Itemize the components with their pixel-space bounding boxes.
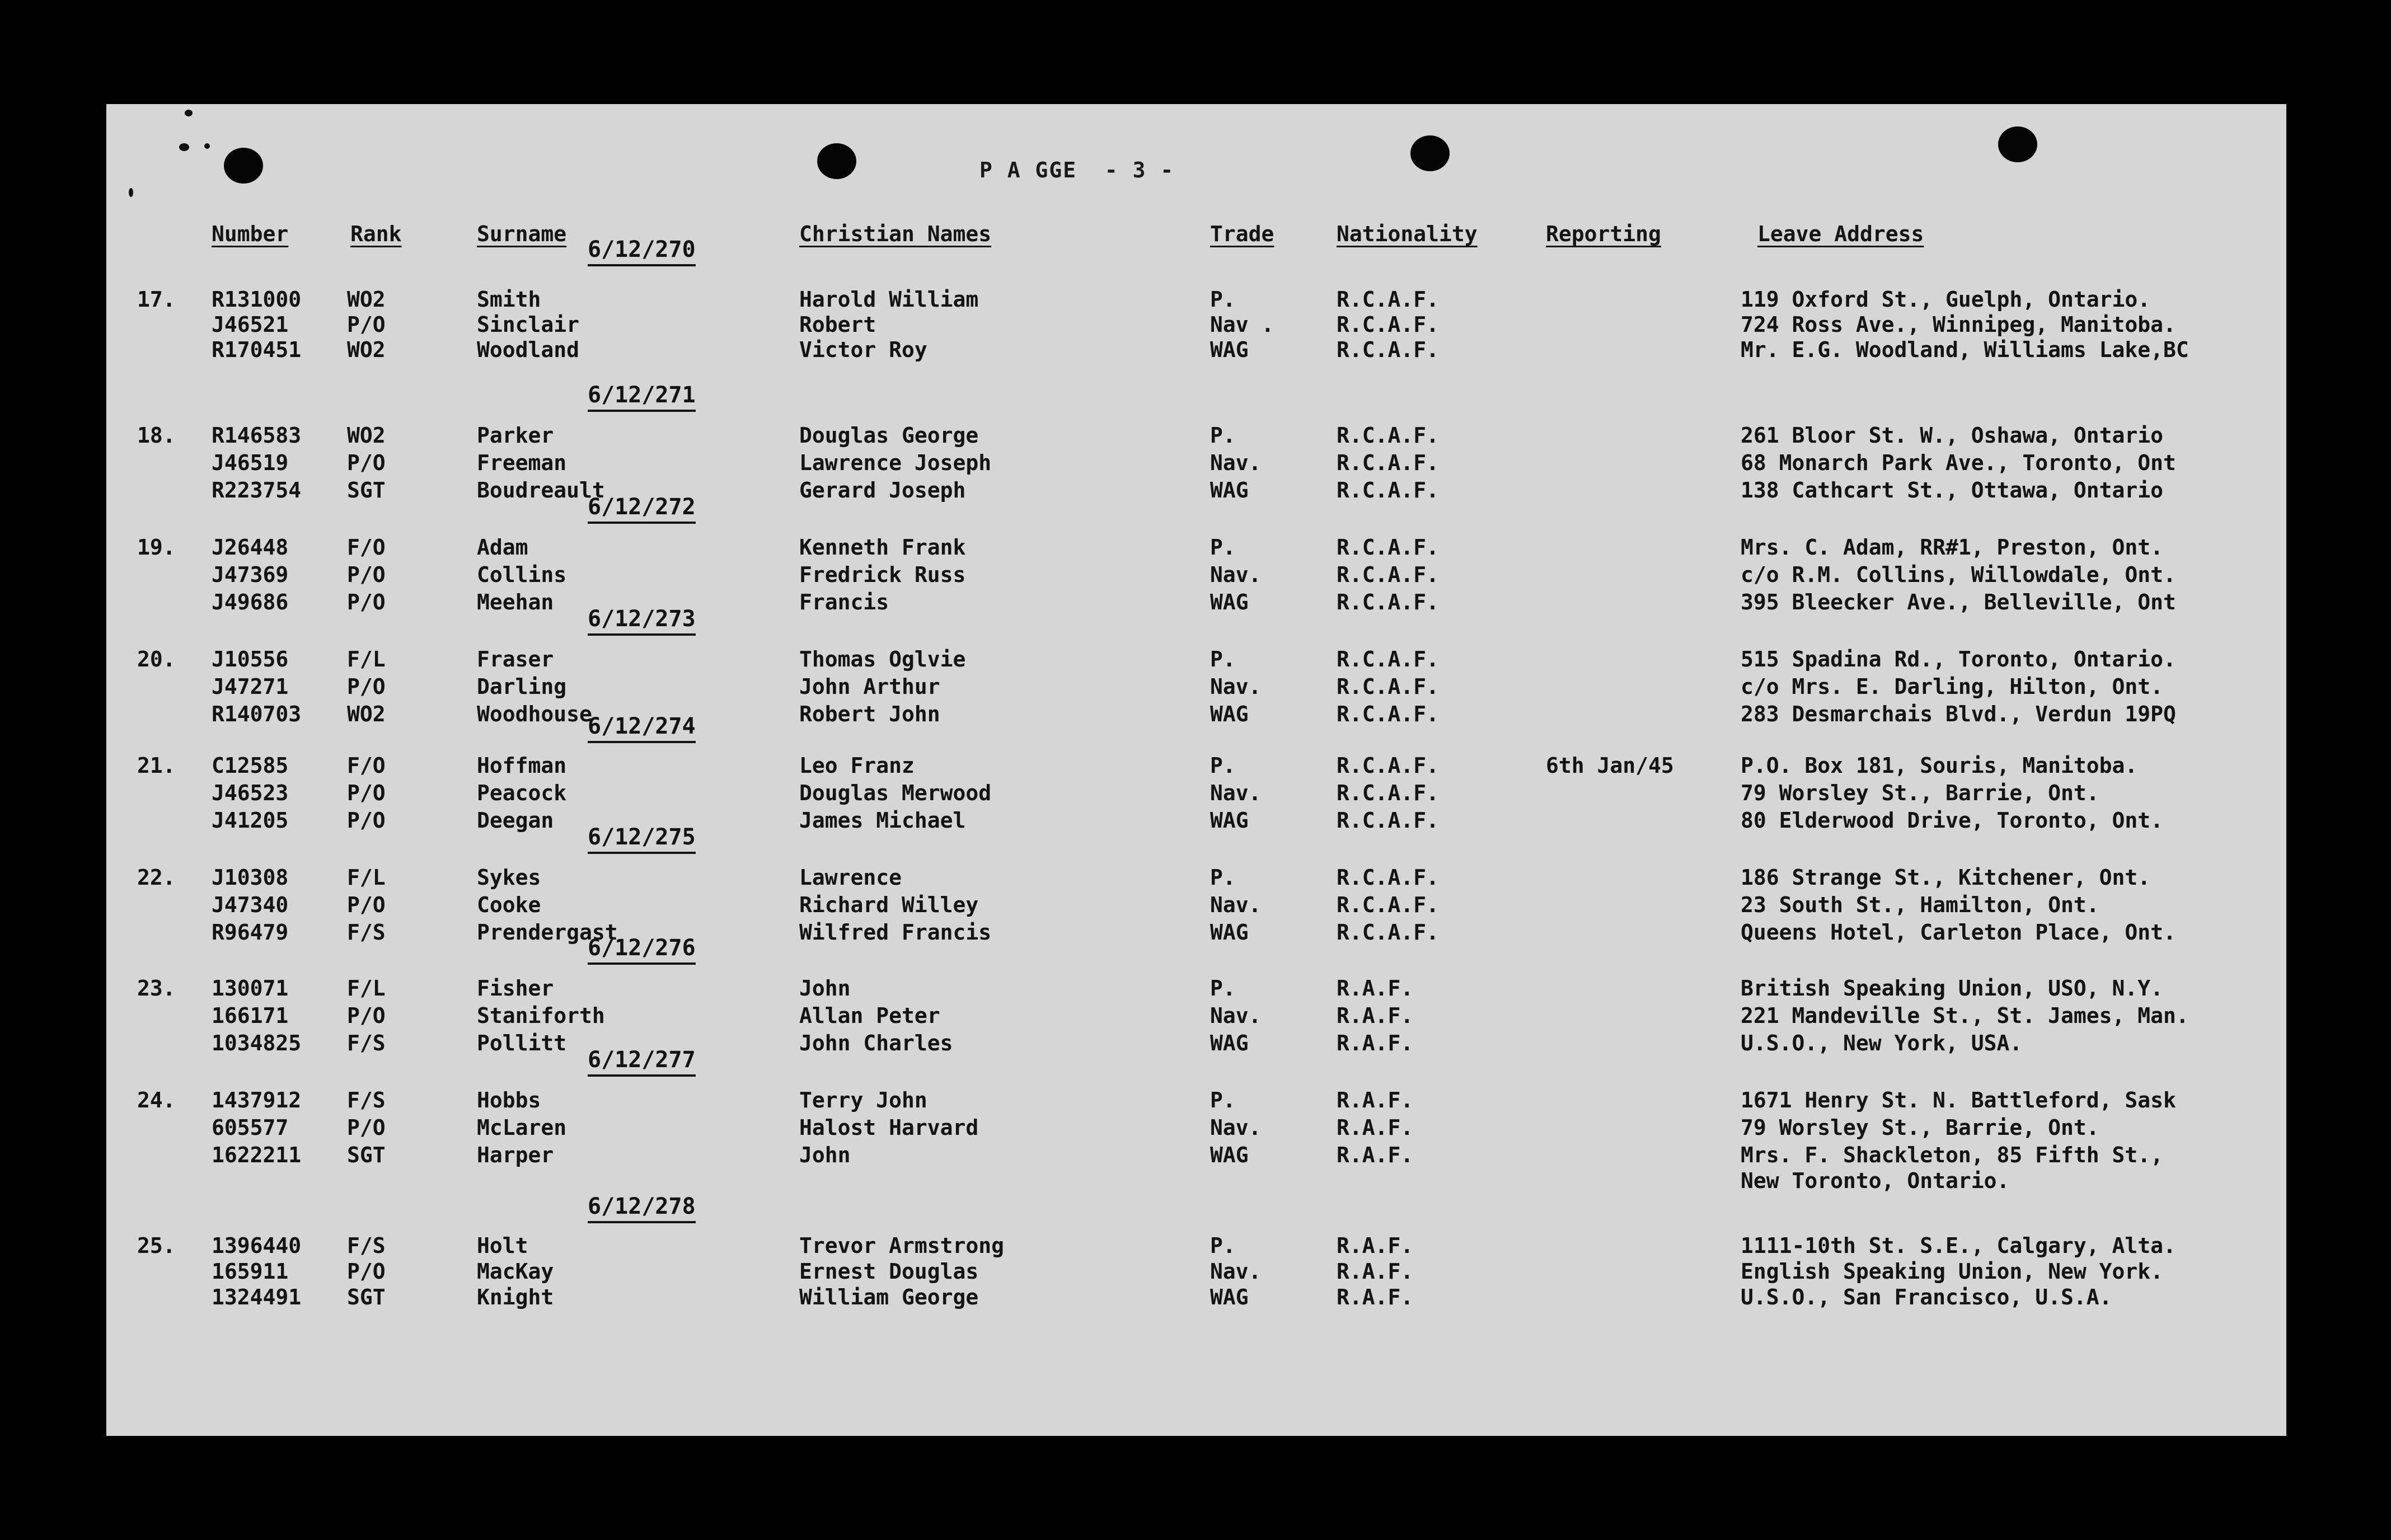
- nationality: R.C.A.F.: [1337, 647, 1440, 672]
- leave-address-line: c/o Mrs. E. Darling, Hilton, Ont.: [1741, 674, 2163, 699]
- leave-address-line: New Toronto, Ontario.: [1741, 1168, 2010, 1193]
- christian-names: Francis: [799, 590, 889, 614]
- nationality: R.A.F.: [1337, 976, 1414, 1001]
- trade: WAG: [1210, 702, 1249, 726]
- service-number: J26448: [212, 535, 289, 560]
- service-number: J46519: [212, 450, 289, 475]
- crew-reference: 6/12/272: [588, 496, 696, 524]
- nationality: R.C.A.F.: [1337, 920, 1440, 945]
- christian-names: Robert: [799, 312, 876, 337]
- crew-sequence-number: 25.: [137, 1233, 176, 1258]
- surname: Pollitt: [477, 1031, 567, 1055]
- service-number: J47271: [212, 674, 289, 699]
- rank: P/O: [347, 590, 386, 614]
- surname: Deegan: [477, 808, 554, 833]
- christian-names: John Charles: [799, 1031, 953, 1055]
- surname: Staniforth: [477, 1003, 605, 1028]
- service-number: R131000: [212, 287, 302, 312]
- trade: Nav.: [1210, 1115, 1262, 1140]
- surname: Fisher: [477, 976, 554, 1001]
- service-number: R146583: [212, 423, 302, 448]
- crew-reference: 6/12/275: [588, 826, 696, 854]
- nationality: R.A.F.: [1337, 1115, 1414, 1140]
- leave-address-line: English Speaking Union, New York.: [1741, 1259, 2163, 1284]
- service-number: 1034825: [212, 1031, 302, 1055]
- trade: WAG: [1210, 590, 1249, 614]
- header-leave-address: Leave Address: [1757, 222, 1924, 246]
- service-number: 130071: [212, 976, 289, 1001]
- leave-address-line: 79 Worsley St., Barrie, Ont.: [1741, 781, 2099, 805]
- nationality: R.A.F.: [1337, 1259, 1414, 1284]
- document-page: [106, 104, 2286, 1436]
- leave-address-line: 283 Desmarchais Blvd., Verdun 19PQ: [1741, 702, 2176, 726]
- surname: MacKay: [477, 1259, 554, 1284]
- trade: WAG: [1210, 337, 1249, 362]
- christian-names: Lawrence Joseph: [799, 450, 992, 475]
- nationality: R.C.A.F.: [1337, 337, 1440, 362]
- trade: Nav.: [1210, 562, 1262, 587]
- surname: Sykes: [477, 865, 541, 890]
- nationality: R.C.A.F.: [1337, 590, 1440, 614]
- surname: Sinclair: [477, 312, 580, 337]
- rank: P/O: [347, 674, 386, 699]
- service-number: C12585: [212, 753, 289, 778]
- leave-address-line: Queens Hotel, Carleton Place, Ont.: [1741, 920, 2176, 945]
- service-number: J10308: [212, 865, 289, 890]
- nationality: R.C.A.F.: [1337, 562, 1440, 587]
- surname: Woodhouse: [477, 702, 592, 726]
- surname: Woodland: [477, 337, 580, 362]
- surname: Collins: [477, 562, 567, 587]
- trade: Nav.: [1210, 1003, 1262, 1028]
- christian-names: Fredrick Russ: [799, 562, 966, 587]
- ink-speck: [129, 188, 133, 197]
- nationality: R.C.A.F.: [1337, 674, 1440, 699]
- leave-address-line: Mr. E.G. Woodland, Williams Lake,BC: [1741, 337, 2189, 362]
- trade: P.: [1210, 287, 1236, 312]
- header-number: Number: [212, 222, 289, 246]
- rank: P/O: [347, 1115, 386, 1140]
- rank: F/L: [347, 865, 386, 890]
- trade: WAG: [1210, 1143, 1249, 1167]
- trade: P.: [1210, 865, 1236, 890]
- christian-names: Halost Harvard: [799, 1115, 979, 1140]
- surname: Knight: [477, 1285, 554, 1309]
- surname: Cooke: [477, 893, 541, 917]
- leave-address-line: c/o R.M. Collins, Willowdale, Ont.: [1741, 562, 2176, 587]
- rank: F/L: [347, 647, 386, 672]
- service-number: J41205: [212, 808, 289, 833]
- christian-names: James Michael: [799, 808, 966, 833]
- header-christian-names: Christian Names: [799, 222, 992, 246]
- christian-names: Douglas Merwood: [799, 781, 992, 805]
- rank: F/O: [347, 753, 386, 778]
- nationality: R.C.A.F.: [1337, 781, 1440, 805]
- christian-names: Trevor Armstrong: [799, 1233, 1005, 1258]
- nationality: R.C.A.F.: [1337, 478, 1440, 503]
- service-number: J10556: [212, 647, 289, 672]
- crew-sequence-number: 24.: [137, 1088, 176, 1112]
- surname: Boudreault: [477, 478, 605, 503]
- nationality: R.C.A.F.: [1337, 753, 1440, 778]
- rank: SGT: [347, 1143, 386, 1167]
- service-number: R140703: [212, 702, 302, 726]
- header-rank: Rank: [350, 222, 402, 246]
- service-number: 1622211: [212, 1143, 302, 1167]
- nationality: R.C.A.F.: [1337, 865, 1440, 890]
- crew-sequence-number: 20.: [137, 647, 176, 672]
- surname: Peacock: [477, 781, 567, 805]
- leave-address-line: 395 Bleecker Ave., Belleville, Ont: [1741, 590, 2176, 614]
- crew-reference: 6/12/270: [588, 238, 696, 266]
- service-number: 605577: [212, 1115, 289, 1140]
- rank: F/S: [347, 1088, 386, 1112]
- surname: Hoffman: [477, 753, 567, 778]
- service-number: 165911: [212, 1259, 289, 1284]
- christian-names: Ernest Douglas: [799, 1259, 979, 1284]
- header-trade: Trade: [1210, 222, 1274, 246]
- punch-hole: [224, 148, 263, 184]
- rank: F/L: [347, 976, 386, 1001]
- leave-address-line: British Speaking Union, USO, N.Y.: [1741, 976, 2163, 1001]
- rank: P/O: [347, 450, 386, 475]
- crew-reference: 6/12/274: [588, 715, 696, 743]
- trade: Nav.: [1210, 781, 1262, 805]
- nationality: R.C.A.F.: [1337, 702, 1440, 726]
- rank: F/O: [347, 535, 386, 560]
- crew-reference: 6/12/278: [588, 1195, 696, 1223]
- crew-reference: 6/12/273: [588, 608, 696, 636]
- trade: P.: [1210, 535, 1236, 560]
- rank: SGT: [347, 478, 386, 503]
- crew-sequence-number: 17.: [137, 287, 176, 312]
- nationality: R.A.F.: [1337, 1003, 1414, 1028]
- crew-sequence-number: 21.: [137, 753, 176, 778]
- nationality: R.A.F.: [1337, 1031, 1414, 1055]
- punch-hole: [1998, 126, 2037, 162]
- leave-address-line: Mrs. F. Shackleton, 85 Fifth St.,: [1741, 1143, 2163, 1167]
- rank: F/S: [347, 920, 386, 945]
- surname: Freeman: [477, 450, 567, 475]
- service-number: 1396440: [212, 1233, 302, 1258]
- surname: Adam: [477, 535, 528, 560]
- rank: P/O: [347, 562, 386, 587]
- crew-sequence-number: 19.: [137, 535, 176, 560]
- christian-names: Wilfred Francis: [799, 920, 992, 945]
- nationality: R.C.A.F.: [1337, 450, 1440, 475]
- leave-address-line: P.O. Box 181, Souris, Manitoba.: [1741, 753, 2138, 778]
- trade: Nav.: [1210, 674, 1262, 699]
- christian-names: Allan Peter: [799, 1003, 940, 1028]
- trade: WAG: [1210, 1285, 1249, 1309]
- christian-names: John: [799, 976, 851, 1001]
- rank: P/O: [347, 808, 386, 833]
- ink-speck: [185, 110, 193, 116]
- punch-hole: [817, 143, 856, 179]
- trade: P.: [1210, 423, 1236, 448]
- christian-names: Victor Roy: [799, 337, 927, 362]
- leave-address-line: 138 Cathcart St., Ottawa, Ontario: [1741, 478, 2163, 503]
- trade: P.: [1210, 976, 1236, 1001]
- surname: Holt: [477, 1233, 528, 1258]
- rank: SGT: [347, 1285, 386, 1309]
- nationality: R.A.F.: [1337, 1285, 1414, 1309]
- reporting-date: 6th Jan/45: [1546, 753, 1674, 778]
- trade: P.: [1210, 753, 1236, 778]
- christian-names: John Arthur: [799, 674, 940, 699]
- service-number: J47340: [212, 893, 289, 917]
- christian-names: Robert John: [799, 702, 940, 726]
- punch-hole: [1410, 135, 1450, 171]
- rank: WO2: [347, 702, 386, 726]
- surname: Prendergast: [477, 920, 618, 945]
- trade: P.: [1210, 647, 1236, 672]
- rank: WO2: [347, 337, 386, 362]
- crew-sequence-number: 23.: [137, 976, 176, 1001]
- trade: WAG: [1210, 920, 1249, 945]
- nationality: R.C.A.F.: [1337, 423, 1440, 448]
- service-number: J49686: [212, 590, 289, 614]
- trade: Nav.: [1210, 450, 1262, 475]
- rank: F/S: [347, 1233, 386, 1258]
- leave-address-line: 186 Strange St., Kitchener, Ont.: [1741, 865, 2151, 890]
- leave-address-line: 68 Monarch Park Ave., Toronto, Ont: [1741, 450, 2176, 475]
- trade: Nav.: [1210, 893, 1262, 917]
- christian-names: Thomas Oglvie: [799, 647, 966, 672]
- surname: McLaren: [477, 1115, 567, 1140]
- leave-address-line: 119 Oxford St., Guelph, Ontario.: [1741, 287, 2151, 312]
- surname: Darling: [477, 674, 567, 699]
- service-number: R96479: [212, 920, 289, 945]
- service-number: R170451: [212, 337, 302, 362]
- christian-names: Kenneth Frank: [799, 535, 966, 560]
- nationality: R.C.A.F.: [1337, 808, 1440, 833]
- crew-reference: 6/12/277: [588, 1049, 696, 1077]
- surname: Smith: [477, 287, 541, 312]
- rank: WO2: [347, 423, 386, 448]
- nationality: R.C.A.F.: [1337, 893, 1440, 917]
- rank: F/S: [347, 1031, 386, 1055]
- nationality: R.C.A.F.: [1337, 312, 1440, 337]
- crew-sequence-number: 22.: [137, 865, 176, 890]
- crew-reference: 6/12/276: [588, 937, 696, 965]
- christian-names: William George: [799, 1285, 979, 1309]
- leave-address-line: Mrs. C. Adam, RR#1, Preston, Ont.: [1741, 535, 2163, 560]
- christian-names: Lawrence: [799, 865, 902, 890]
- header-reporting: Reporting: [1546, 222, 1661, 246]
- service-number: 166171: [212, 1003, 289, 1028]
- page-title: P A GGE - 3 -: [979, 158, 1175, 182]
- leave-address-line: 221 Mandeville St., St. James, Man.: [1741, 1003, 2189, 1028]
- service-number: R223754: [212, 478, 302, 503]
- rank: P/O: [347, 1259, 386, 1284]
- service-number: 1324491: [212, 1285, 302, 1309]
- service-number: J47369: [212, 562, 289, 587]
- surname: Fraser: [477, 647, 554, 672]
- christian-names: John: [799, 1143, 851, 1167]
- service-number: J46523: [212, 781, 289, 805]
- trade: Nav .: [1210, 312, 1274, 337]
- christian-names: Terry John: [799, 1088, 927, 1112]
- christian-names: Harold William: [799, 287, 979, 312]
- surname: Parker: [477, 423, 554, 448]
- rank: P/O: [347, 781, 386, 805]
- nationality: R.A.F.: [1337, 1088, 1414, 1112]
- christian-names: Gerard Joseph: [799, 478, 966, 503]
- christian-names: Richard Willey: [799, 893, 979, 917]
- leave-address-line: U.S.O., San Francisco, U.S.A.: [1741, 1285, 2112, 1309]
- leave-address-line: 79 Worsley St., Barrie, Ont.: [1741, 1115, 2099, 1140]
- leave-address-line: 1671 Henry St. N. Battleford, Sask: [1741, 1088, 2176, 1112]
- header-surname: Surname: [477, 222, 567, 246]
- trade: Nav.: [1210, 1259, 1262, 1284]
- surname: Hobbs: [477, 1088, 541, 1112]
- leave-address-line: 1111-10th St. S.E., Calgary, Alta.: [1741, 1233, 2176, 1258]
- trade: WAG: [1210, 478, 1249, 503]
- rank: P/O: [347, 893, 386, 917]
- rank: P/O: [347, 1003, 386, 1028]
- leave-address-line: 724 Ross Ave., Winnipeg, Manitoba.: [1741, 312, 2176, 337]
- nationality: R.A.F.: [1337, 1233, 1414, 1258]
- leave-address-line: 23 South St., Hamilton, Ont.: [1741, 893, 2099, 917]
- service-number: 1437912: [212, 1088, 302, 1112]
- christian-names: Douglas George: [799, 423, 979, 448]
- nationality: R.A.F.: [1337, 1143, 1414, 1167]
- christian-names: Leo Franz: [799, 753, 915, 778]
- crew-sequence-number: 18.: [137, 423, 176, 448]
- nationality: R.C.A.F.: [1337, 535, 1440, 560]
- trade: WAG: [1210, 1031, 1249, 1055]
- trade: P.: [1210, 1088, 1236, 1112]
- rank: WO2: [347, 287, 386, 312]
- trade: P.: [1210, 1233, 1236, 1258]
- ink-speck: [179, 143, 189, 151]
- leave-address-line: U.S.O., New York, USA.: [1741, 1031, 2023, 1055]
- header-nationality: Nationality: [1337, 222, 1478, 246]
- surname: Harper: [477, 1143, 554, 1167]
- service-number: J46521: [212, 312, 289, 337]
- leave-address-line: 80 Elderwood Drive, Toronto, Ont.: [1741, 808, 2163, 833]
- trade: WAG: [1210, 808, 1249, 833]
- ink-speck: [204, 143, 210, 149]
- surname: Meehan: [477, 590, 554, 614]
- leave-address-line: 515 Spadina Rd., Toronto, Ontario.: [1741, 647, 2176, 672]
- nationality: R.C.A.F.: [1337, 287, 1440, 312]
- crew-reference: 6/12/271: [588, 384, 696, 412]
- rank: P/O: [347, 312, 386, 337]
- leave-address-line: 261 Bloor St. W., Oshawa, Ontario: [1741, 423, 2163, 448]
